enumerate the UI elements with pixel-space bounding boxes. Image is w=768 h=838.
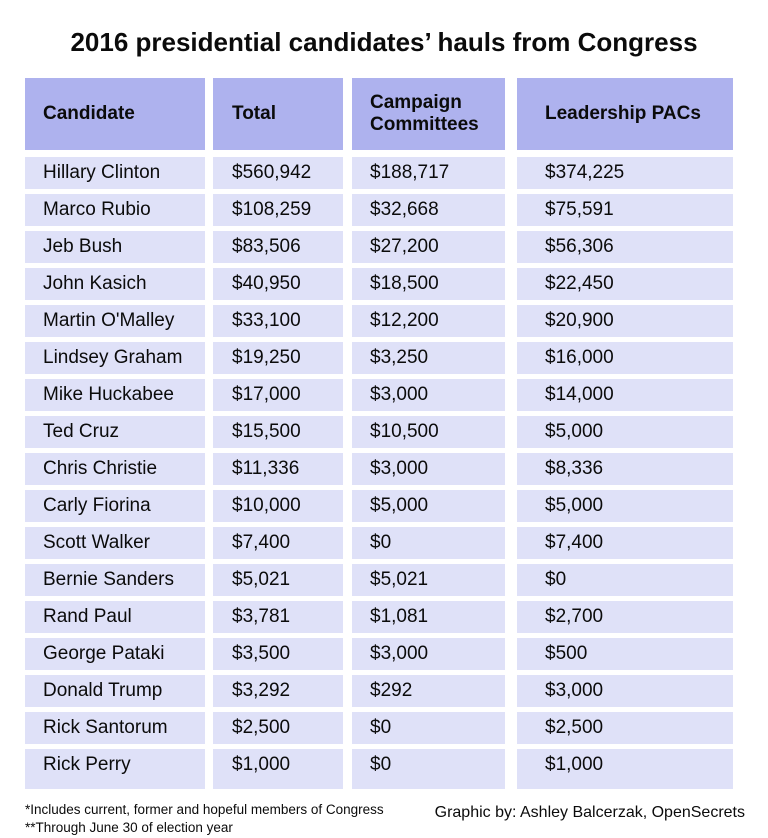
cell-leadership-pacs: $500: [517, 638, 733, 670]
cell-total: $15,500: [213, 416, 343, 448]
cell-candidate: Donald Trump: [25, 675, 205, 707]
cell-leadership-pacs: $3,000: [517, 675, 733, 707]
cell-total: $5,021: [213, 564, 343, 596]
table-row: [25, 527, 733, 559]
cell-campaign-committees: $10,500: [352, 416, 505, 448]
cell-candidate: Carly Fiorina: [25, 490, 205, 522]
cell-leadership-pacs: $0: [517, 564, 733, 596]
cell-leadership-pacs: $1,000: [517, 749, 733, 789]
cell-campaign-committees: $18,500: [352, 268, 505, 300]
column-header-campaign-committees: Campaign Committees: [352, 78, 505, 150]
table-row: [25, 416, 733, 448]
cell-leadership-pacs: $2,500: [517, 712, 733, 744]
cell-campaign-committees: $0: [352, 749, 505, 789]
table-row: [25, 749, 733, 789]
cell-total: $2,500: [213, 712, 343, 744]
cell-total: $1,000: [213, 749, 343, 789]
table-row: [25, 453, 733, 485]
cell-leadership-pacs: $5,000: [517, 490, 733, 522]
cell-campaign-committees: $3,000: [352, 453, 505, 485]
table-row: [25, 490, 733, 522]
cell-leadership-pacs: $75,591: [517, 194, 733, 226]
cell-total: $3,781: [213, 601, 343, 633]
table-row: [25, 342, 733, 374]
footnotes: [25, 801, 384, 837]
cell-candidate: Bernie Sanders: [25, 564, 205, 596]
cell-leadership-pacs: $5,000: [517, 416, 733, 448]
cell-candidate: Hillary Clinton: [25, 157, 205, 189]
cell-campaign-committees: $5,021: [352, 564, 505, 596]
column-header-total: Total: [213, 78, 343, 150]
cell-leadership-pacs: $14,000: [517, 379, 733, 411]
cell-leadership-pacs: $20,900: [517, 305, 733, 337]
table-row: [25, 268, 733, 300]
cell-candidate: George Pataki: [25, 638, 205, 670]
column-header-leadership-pacs: Leadership PACs: [517, 78, 733, 150]
cell-leadership-pacs: $2,700: [517, 601, 733, 633]
table-row: [25, 305, 733, 337]
cell-campaign-committees: $32,668: [352, 194, 505, 226]
cell-leadership-pacs: $56,306: [517, 231, 733, 263]
cell-candidate: Mike Huckabee: [25, 379, 205, 411]
cell-leadership-pacs: $374,225: [517, 157, 733, 189]
cell-candidate: Rand Paul: [25, 601, 205, 633]
cell-total: $10,000: [213, 490, 343, 522]
cell-candidate: Ted Cruz: [25, 416, 205, 448]
table-row: [25, 601, 733, 633]
table-row: [25, 194, 733, 226]
footnote-members: *Includes current, former and hopeful members of Congress: [25, 802, 384, 817]
credit-line: Graphic by: Ashley Balcerzak, OpenSecrets: [434, 804, 745, 821]
cell-campaign-committees: $292: [352, 675, 505, 707]
cell-total: $83,506: [213, 231, 343, 263]
cell-campaign-committees: $3,000: [352, 638, 505, 670]
cell-campaign-committees: $12,200: [352, 305, 505, 337]
cell-candidate: Rick Perry: [25, 749, 205, 789]
cell-campaign-committees: $27,200: [352, 231, 505, 263]
table-row: [25, 564, 733, 596]
cell-candidate: Marco Rubio: [25, 194, 205, 226]
cell-campaign-committees: $5,000: [352, 490, 505, 522]
cell-candidate: Rick Santorum: [25, 712, 205, 744]
column-header-candidate: Candidate: [25, 78, 205, 150]
cell-leadership-pacs: $8,336: [517, 453, 733, 485]
cell-total: $7,400: [213, 527, 343, 559]
cell-total: $3,292: [213, 675, 343, 707]
cell-total: $17,000: [213, 379, 343, 411]
cell-campaign-committees: $3,000: [352, 379, 505, 411]
footer: [25, 801, 745, 837]
cell-leadership-pacs: $16,000: [517, 342, 733, 374]
cell-total: $40,950: [213, 268, 343, 300]
cell-total: $19,250: [213, 342, 343, 374]
cell-candidate: Chris Christie: [25, 453, 205, 485]
cell-candidate: Scott Walker: [25, 527, 205, 559]
cell-total: $33,100: [213, 305, 343, 337]
cell-total: $11,336: [213, 453, 343, 485]
table-row: [25, 379, 733, 411]
footnote-through-date: **Through June 30 of election year: [25, 819, 233, 835]
cell-candidate: Jeb Bush: [25, 231, 205, 263]
cell-candidate: Lindsey Graham: [25, 342, 205, 374]
cell-campaign-committees: $0: [352, 712, 505, 744]
table-row: [25, 675, 733, 707]
cell-campaign-committees: $0: [352, 527, 505, 559]
table-row: [25, 712, 733, 744]
page-title: 2016 presidential candidates’ hauls from Congress: [70, 27, 698, 57]
cell-campaign-committees: $188,717: [352, 157, 505, 189]
table-row: [25, 638, 733, 670]
cell-leadership-pacs: $7,400: [517, 527, 733, 559]
cell-candidate: John Kasich: [25, 268, 205, 300]
table-row: [25, 157, 733, 189]
cell-leadership-pacs: $22,450: [517, 268, 733, 300]
fundraising-table: [25, 78, 733, 789]
cell-campaign-committees: $1,081: [352, 601, 505, 633]
table-row: [25, 231, 733, 263]
table-header-row: [25, 78, 733, 150]
cell-total: $108,259: [213, 194, 343, 226]
cell-total: $560,942: [213, 157, 343, 189]
cell-total: $3,500: [213, 638, 343, 670]
cell-candidate: Martin O'Malley: [25, 305, 205, 337]
cell-campaign-committees: $3,250: [352, 342, 505, 374]
table-body: [25, 157, 733, 789]
